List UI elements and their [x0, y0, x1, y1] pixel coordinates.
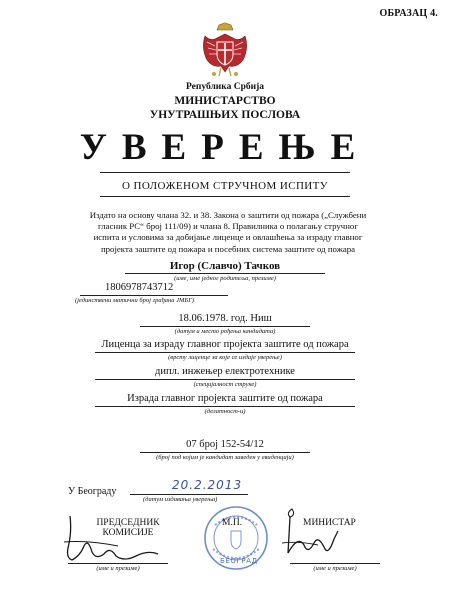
form-number: ОБРАЗАЦ 4.: [379, 8, 438, 19]
issue-place: У Београду: [68, 486, 117, 497]
registry-rule: [140, 452, 310, 453]
jmbg-caption: (јединствени матични број грађана ЈМБГ): [75, 297, 195, 304]
birth-value: 18.06.1978. год. Ниш: [178, 313, 272, 324]
jmbg-value: 1806978743712: [105, 282, 174, 293]
commission-title-line-1: ПРЕДСЕДНИК: [96, 518, 160, 528]
date-rule: [130, 494, 248, 495]
ministry-line-1: МИНИСТАРСТВО: [174, 95, 276, 107]
document-subtitle: О ПОЛОЖЕНОМ СТРУЧНОМ ИСПИТУ: [122, 180, 328, 192]
registry-value: 07 број 152-54/12: [186, 439, 264, 450]
left-signature-rule: [68, 563, 168, 564]
profession-value: дипл. инжењер електротехнике: [155, 366, 295, 377]
legal-basis: Издато на основу члана 32. и 38. Закона о заштити од пожара („Службени гласник РС“ број 111/09) и члана 8. Правилника о полагању стручног испита и условима за добијање лиценце и овлашћења за израду главног пројекта заштите од пожара и посебних система заштите од пожара: [89, 210, 367, 254]
profession-caption: (специјалност струке): [193, 381, 257, 388]
license-value: Лиценца за израду главног пројекта заштите од пожара: [101, 339, 349, 350]
left-signature-caption: (име и презиме): [96, 565, 140, 572]
document-title: УВЕРЕЊЕ: [79, 127, 371, 168]
activity-value: Израда главног пројекта заштите од пожара: [127, 393, 323, 404]
profession-rule: [95, 379, 355, 380]
name-caption: (име, име једног родитеља, презиме): [174, 275, 276, 282]
seal-city: БЕОГРАД: [220, 557, 258, 565]
issue-date: 20.2.2013: [172, 478, 243, 492]
commission-title-line-2: КОМИСИЈЕ: [102, 528, 154, 538]
serbian-coat-of-arms-icon: [199, 22, 251, 80]
holder-name: Игор (Славчо) Тачков: [169, 260, 281, 272]
minister-title: МИНИСТАР: [303, 518, 356, 528]
republic-name: Република Србија: [185, 82, 265, 92]
license-caption: (врсту лиценце за које се издаје уверење): [168, 354, 282, 361]
registry-caption: (број под којим је кандидат заведен у евиденцији): [156, 454, 294, 461]
jmbg-rule: [80, 295, 228, 296]
ministry-line-2: УНУТРАШЊИХ ПОСЛОВА: [149, 109, 301, 121]
seal-label: М.П.: [222, 518, 243, 528]
birth-caption: (датум и место рођења кандидата): [174, 328, 276, 335]
license-rule: [95, 352, 355, 353]
minister-signature: [278, 505, 358, 565]
right-signature-rule: [290, 563, 380, 564]
ministry-name: [0, 94, 450, 122]
subtitle-rule: [100, 196, 350, 197]
right-signature-caption: (име и презиме): [313, 565, 357, 572]
date-caption: (датум издавања уверења): [143, 496, 218, 503]
commission-president-signature: [58, 512, 168, 568]
name-rule: [125, 273, 325, 274]
birth-rule: [140, 326, 310, 327]
title-rule: [100, 172, 350, 173]
activity-caption: (делатност-и): [204, 408, 246, 415]
activity-rule: [95, 406, 355, 407]
